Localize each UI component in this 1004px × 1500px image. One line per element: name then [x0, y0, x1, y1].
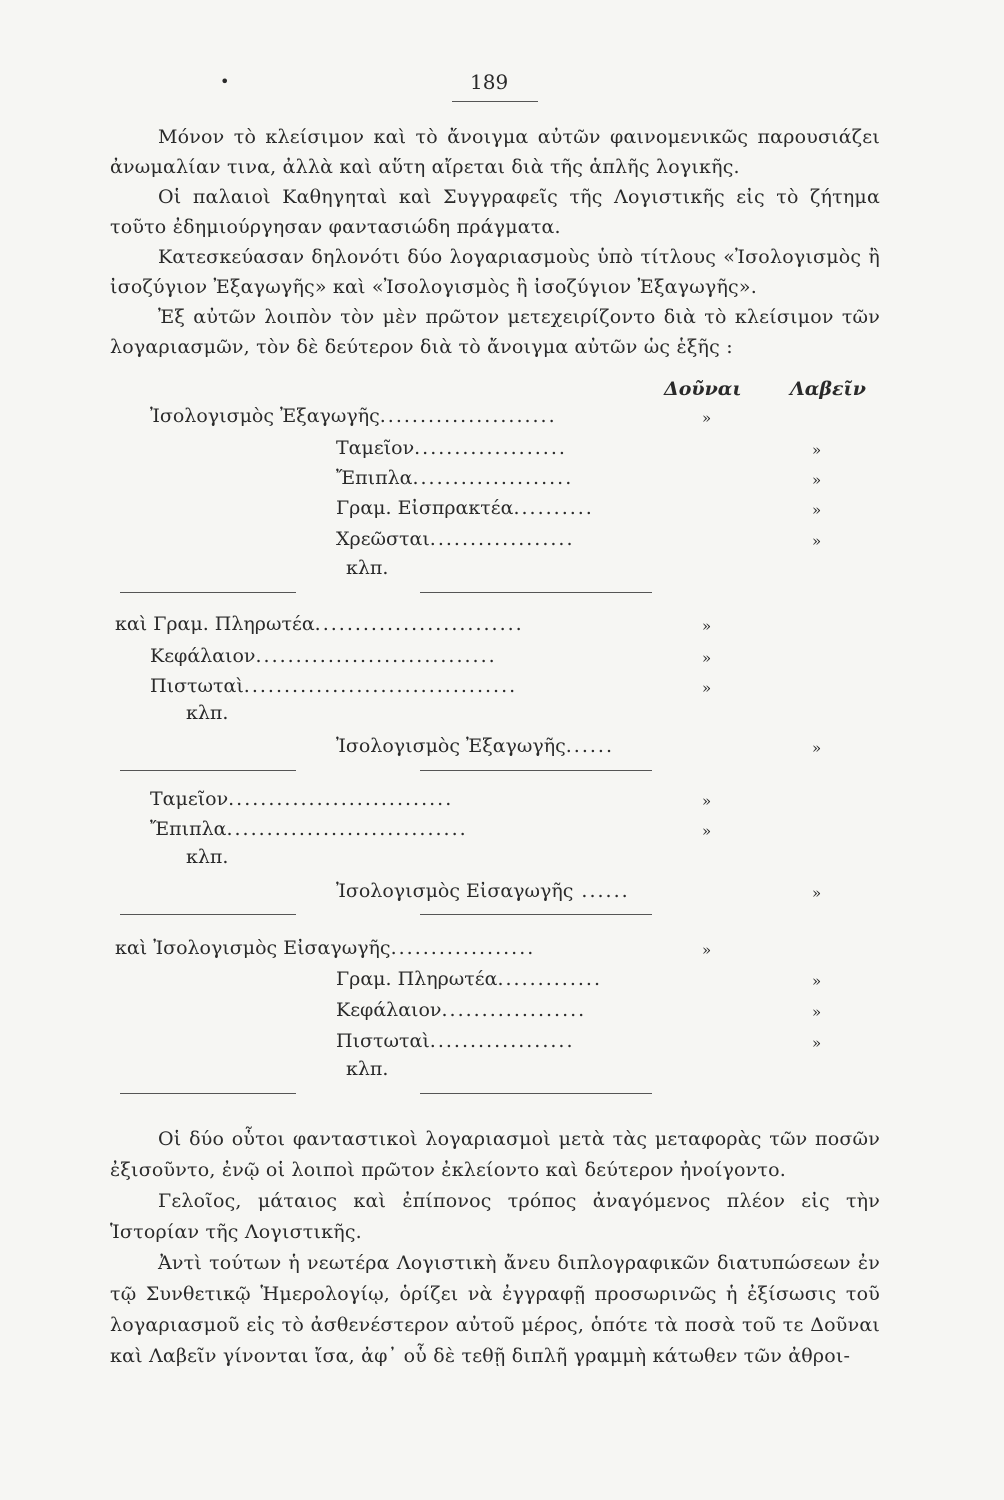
- entry-label: Ταμεῖον: [336, 437, 415, 459]
- entry-b1-etc: κλπ.: [346, 557, 389, 579]
- rule-left: [120, 770, 296, 771]
- paragraph-2: Οἱ παλαιοὶ Καθηγηταὶ καὶ Συγγραφεῖς τῆς Λογιστικῆς εἰς τὸ ζήτημα τοῦτο ἐδημιούργησαν φαντασιώδη πράγματα.: [110, 186, 880, 238]
- debit-mark: »: [702, 941, 712, 959]
- entry-b3-etc: κλπ.: [186, 846, 229, 868]
- entry-b3-item-1: Ταμεῖον............................: [150, 788, 454, 810]
- entry-b2-item-1: Κεφάλαιον..............................: [150, 645, 497, 667]
- debit-mark: »: [702, 822, 712, 840]
- entry-label: Ἰσολογισμὸς Ἐξαγωγῆς: [150, 405, 380, 427]
- credit-mark: »: [812, 972, 822, 990]
- paragraph-4: Ἐξ αὐτῶν λοιπὸν τὸν μὲν πρῶτον μετεχειρίζοντο διὰ τὸ κλείσιμον τῶν λογαριασμῶν, τὸν δὲ δεύτερον διὰ τὸ ἄνοιγμα αὐτῶν ὡς ἑξῆς :: [110, 306, 880, 358]
- rule-right: [420, 592, 652, 593]
- rule-right: [420, 914, 652, 915]
- entry-b3-item-2: Ἔπιπλα..............................: [150, 818, 468, 840]
- column-heading-credit: Λαβεῖν: [790, 378, 866, 400]
- entry-b2-head: καὶ Γραμ. Πληρωτέα..........................: [115, 613, 524, 635]
- paragraph-3: Κατεσκεύασαν δηλονότι δύο λογαριασμοὺς ὑπὸ τίτλους «Ἰσολογισμὸς ἢ ἰσοζύγιον Ἐξαγωγῆς» καὶ «Ἰσολογισμὸς ἢ ἰσοζύγιον Ἐξαγωγῆς».: [110, 246, 880, 298]
- entry-b1-item-3: Γραμ. Εἰσπρακτέα..........: [336, 497, 594, 519]
- debit-mark: »: [702, 679, 712, 697]
- paragraph-1: Μόνον τὸ κλείσιμον καὶ τὸ ἄνοιγμα αὐτῶν φαινομενικῶς παρουσιάζει ἀνωμαλίαν τινα, ἀλλὰ καὶ αὕτη αἴρεται διὰ τῆς ἁπλῆς λογικῆς.: [110, 126, 880, 178]
- entry-label: Χρεῶσται: [336, 528, 430, 550]
- page-number: 189: [470, 70, 509, 94]
- debit-mark: »: [702, 792, 712, 810]
- rule-right: [420, 1093, 652, 1094]
- entry-label: Πιστωταὶ: [150, 675, 244, 697]
- credit-mark: »: [812, 441, 822, 459]
- intro-text: [110, 122, 880, 362]
- credit-mark: »: [812, 501, 822, 519]
- entry-label: Ἰσολογισμὸς Ἐξαγωγῆς: [336, 735, 566, 757]
- entry-b2-item-2: Πιστωταὶ..................................: [150, 675, 518, 697]
- entry-b1-item-1: Ταμεῖον...................: [336, 437, 567, 459]
- entry-label: Ἔπιπλα: [336, 467, 413, 489]
- entry-b2-etc: κλπ.: [186, 702, 229, 724]
- entry-b2-tail: Ἰσολογισμὸς Ἐξαγωγῆς......: [336, 735, 615, 757]
- entry-label: Πιστωταὶ: [336, 1030, 430, 1052]
- rule-left: [120, 1093, 296, 1094]
- paragraph-7: Ἀντὶ τούτων ἡ νεωτέρα Λογιστικὴ ἄνευ διπλογραφικῶν διατυπώσεων ἐν τῷ Συνθετικῷ Ἡμερολογίῳ, ὁρίζει νὰ ἐγγραφῇ προσωρινῶς ἡ ἐξίσωσις τοῦ λογαριασμοῦ εἰς τὸ ἀσθενέστερον αὐτοῦ μέρος, ὁπότε τὰ ποσὰ τοῦ τε Δοῦναι καὶ Λαβεῖν γίνονται ἴσα, ἀφ᾽ οὗ δὲ τεθῇ διπλῆ γραμμὴ κάτωθεν τῶν ἀθροι-: [110, 1252, 880, 1367]
- entry-b3-tail: Ἰσολογισμὸς Εἰσαγωγῆς ......: [336, 880, 630, 902]
- header-dot: •: [220, 72, 230, 91]
- debit-mark: »: [702, 409, 712, 427]
- debit-mark: »: [702, 649, 712, 667]
- entry-label: Ἰσολογισμὸς Εἰσαγωγῆς: [336, 880, 574, 902]
- closing-text: [110, 1124, 880, 1372]
- credit-mark: »: [812, 532, 822, 550]
- credit-mark: »: [812, 1034, 822, 1052]
- paragraph-6: Γελοῖος, μάταιος καὶ ἐπίπονος τρόπος ἀναγόμενος πλέον εἰς τὴν Ἱστορίαν τῆς Λογιστικῆς.: [110, 1190, 880, 1243]
- entry-b4-head: καὶ Ἰσολογισμὸς Εἰσαγωγῆς..................: [115, 937, 536, 959]
- entry-b4-etc: κλπ.: [346, 1058, 389, 1080]
- credit-mark: »: [812, 471, 822, 489]
- paragraph-5: Οἱ δύο οὗτοι φανταστικοὶ λογαριασμοὶ μετὰ τὰς μεταφορὰς τῶν ποσῶν ἐξισοῦντο, ἐνῷ οἱ λοιποὶ πρῶτον ἐκλείοντο καὶ δεύτερον ἠνοίγοντο.: [110, 1128, 880, 1181]
- rule-left: [120, 914, 296, 915]
- entry-label: Ταμεῖον: [150, 788, 229, 810]
- entry-label: καὶ Γραμ. Πληρωτέα: [115, 613, 315, 635]
- entry-b1-head: Ἰσολογισμὸς Ἐξαγωγῆς......................: [150, 405, 557, 427]
- entry-label: Γραμ. Εἰσπρακτέα: [336, 497, 514, 519]
- header-rule: [452, 101, 538, 102]
- entry-label: Κεφάλαιον: [336, 999, 442, 1021]
- entry-b1-item-4: Χρεῶσται..................: [336, 528, 575, 550]
- column-heading-debit: Δοῦναι: [664, 378, 742, 400]
- entry-b4-item-3: Πιστωταὶ..................: [336, 1030, 575, 1052]
- rule-right: [420, 770, 652, 771]
- entry-label: καὶ Ἰσολογισμὸς Εἰσαγωγῆς: [115, 937, 391, 959]
- entry-label: Κεφάλαιον: [150, 645, 256, 667]
- entry-label: Γραμ. Πληρωτέα: [336, 968, 498, 990]
- rule-left: [120, 592, 296, 593]
- debit-mark: »: [702, 617, 712, 635]
- entry-label: Ἔπιπλα: [150, 818, 227, 840]
- entry-b4-item-2: Κεφάλαιον..................: [336, 999, 587, 1021]
- entry-b1-item-2: Ἔπιπλα....................: [336, 467, 574, 489]
- credit-mark: »: [812, 1003, 822, 1021]
- credit-mark: »: [812, 739, 822, 757]
- entry-b4-item-1: Γραμ. Πληρωτέα.............: [336, 968, 602, 990]
- credit-mark: »: [812, 884, 822, 902]
